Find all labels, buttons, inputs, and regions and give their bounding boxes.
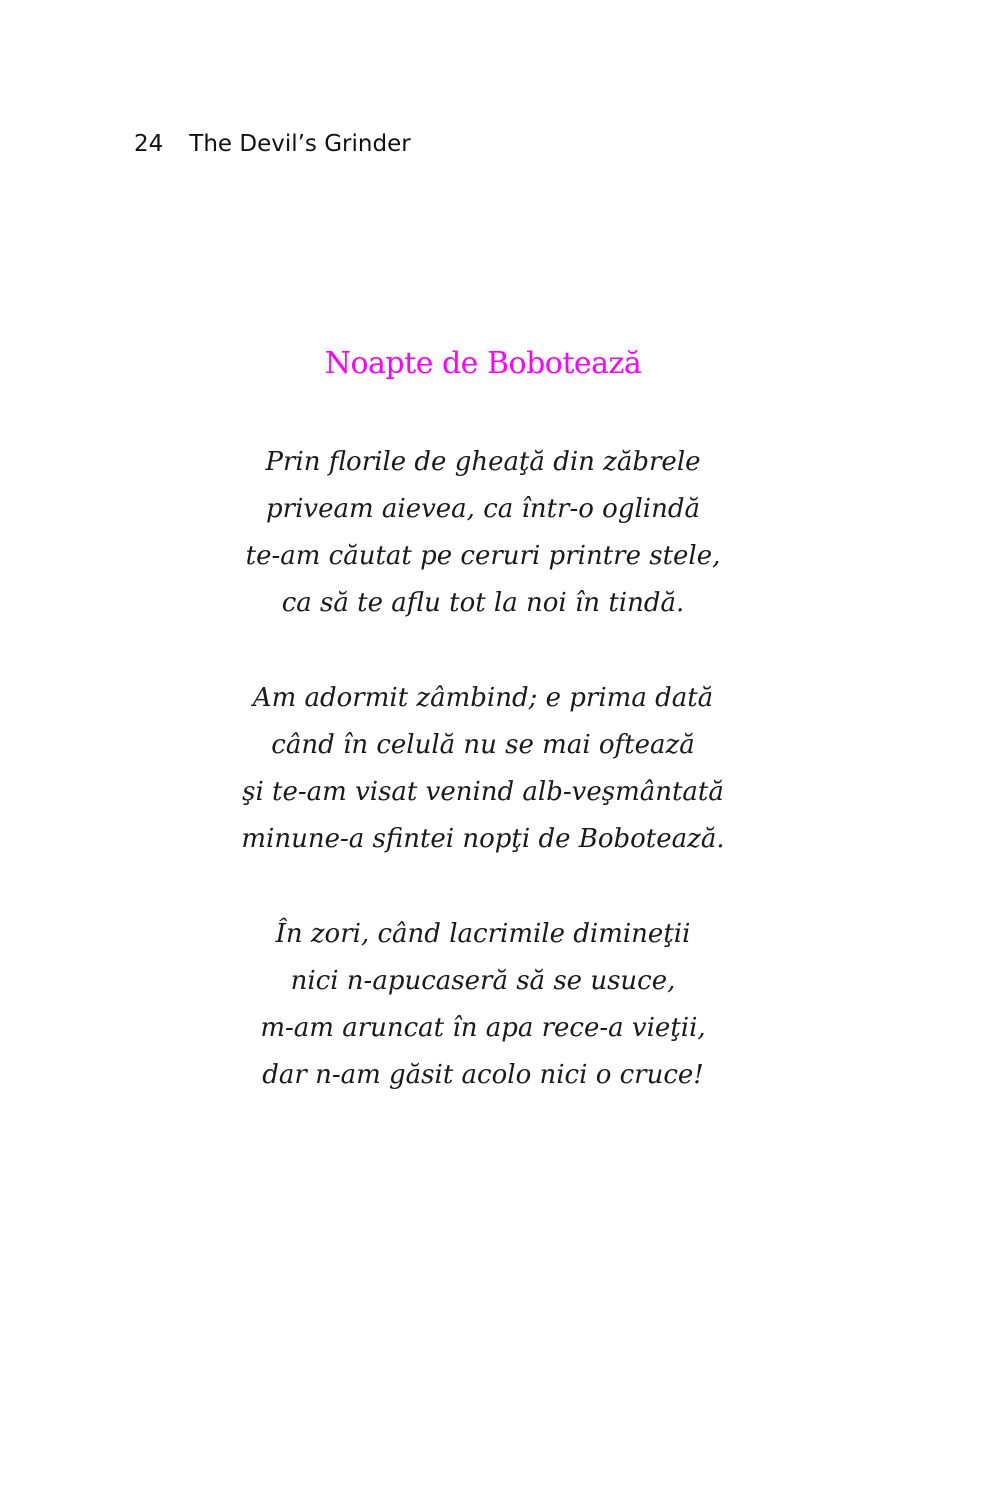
verse-line: În zori, când lacrimile dimineţii <box>275 919 691 949</box>
verse-line: priveam aievea, ca într-o oglindă <box>266 494 700 524</box>
running-header <box>134 128 411 160</box>
verse-line: Prin florile de gheaţă din zăbrele <box>265 447 701 477</box>
verse-line: dar n-am găsit acolo nici o cruce! <box>262 1060 704 1090</box>
poem-body <box>0 439 966 1147</box>
verse-line: ca să te aflu tot la noi în tindă. <box>281 588 685 618</box>
verse-line: nici n-apucaseră să se usuce, <box>290 966 676 996</box>
poem-title: Noapte de Bobotează <box>324 346 642 381</box>
verse-line: m-am aruncat în apa rece-a vieţii, <box>260 1013 706 1043</box>
verse-line: minune-a sfintei nopţi de Bobotează. <box>241 824 725 854</box>
stanza-2 <box>0 675 966 863</box>
verse-line: când în celulă nu se mai oftează <box>271 730 695 760</box>
page-number: 24 <box>134 131 164 157</box>
verse-line: Am adormit zâmbind; e prima dată <box>252 683 714 713</box>
stanza-1 <box>0 439 966 627</box>
verse-line: te-am căutat pe ceruri printre stele, <box>245 541 721 571</box>
book-title: The Devil’s Grinder <box>189 131 411 157</box>
stanza-3 <box>0 911 966 1099</box>
verse-line: şi te-am visat venind alb-veşmântată <box>242 777 724 807</box>
